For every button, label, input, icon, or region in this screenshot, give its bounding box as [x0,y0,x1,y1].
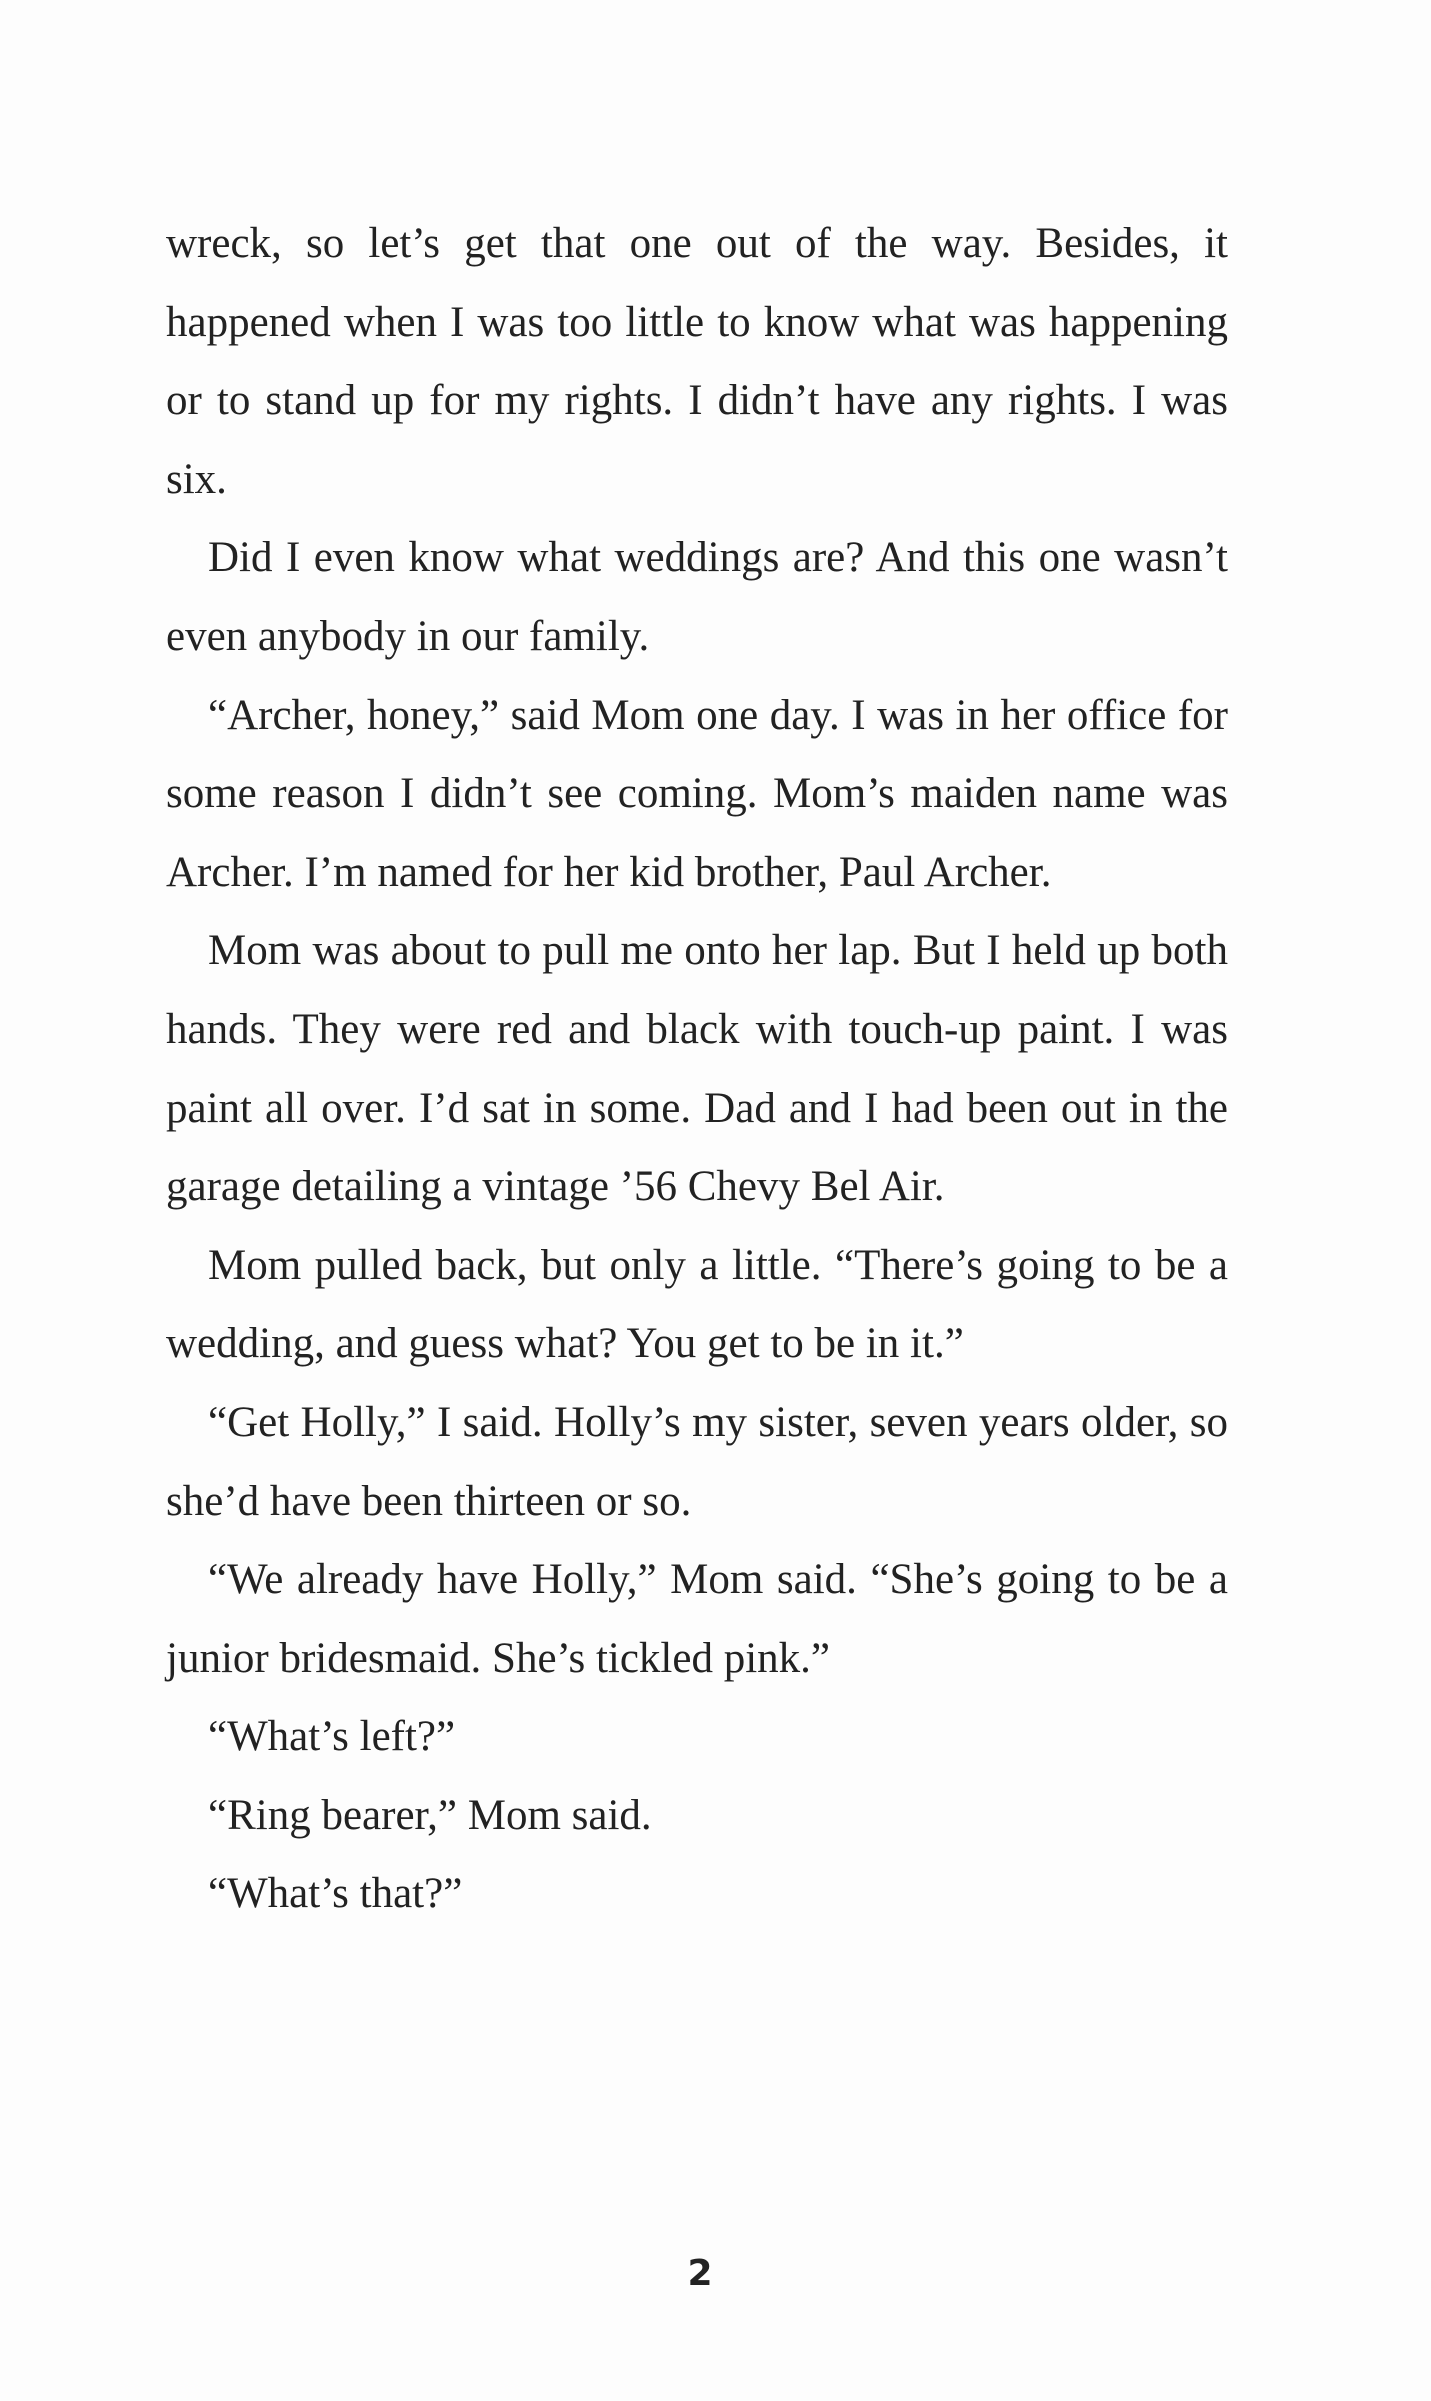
paragraph: Mom pulled back, but only a little. “There’s going to be a wedding, and guess what? You get to be in it.” [166,1241,1228,1368]
page-number: 2 [687,2253,713,2294]
paragraph: wreck, so let’s get that one out of the way. Besides, it happened when I was too little to know what was happening or to stand up for my rights. I didn’t have any rights. I was six. [166,220,1228,503]
paragraph: “Get Holly,” I said. Holly’s my sister, seven years older, so she’d have been thirteen or so. [166,1398,1228,1525]
paragraph: “We already have Holly,” Mom said. “She’s going to be a junior bridesmaid. She’s tickled pink.” [166,1556,1228,1682]
paragraph: Did I even know what weddings are? And this one wasn’t even anybody in our family. [166,534,1228,660]
paragraph: Mom was about to pull me onto her lap. But I held up both hands. They were red and black with touch-up paint. I was paint all over. I’d sat in some. Dad and I had been out in the garage detailing a vintage ’56 Chevy Bel Air. [166,927,1228,1211]
paragraph: “Ring bearer,” Mom said. [208,1791,652,1839]
paragraph: “What’s that?” [208,1870,463,1918]
paragraph: “What’s left?” [208,1713,456,1761]
paragraph: “Archer, honey,” said Mom one day. I was in her office for some reason I didn’t see coming. Mom’s maiden name was Archer. I’m named for her kid brother, Paul Archer. [166,691,1228,896]
body-text [166,205,1228,1934]
